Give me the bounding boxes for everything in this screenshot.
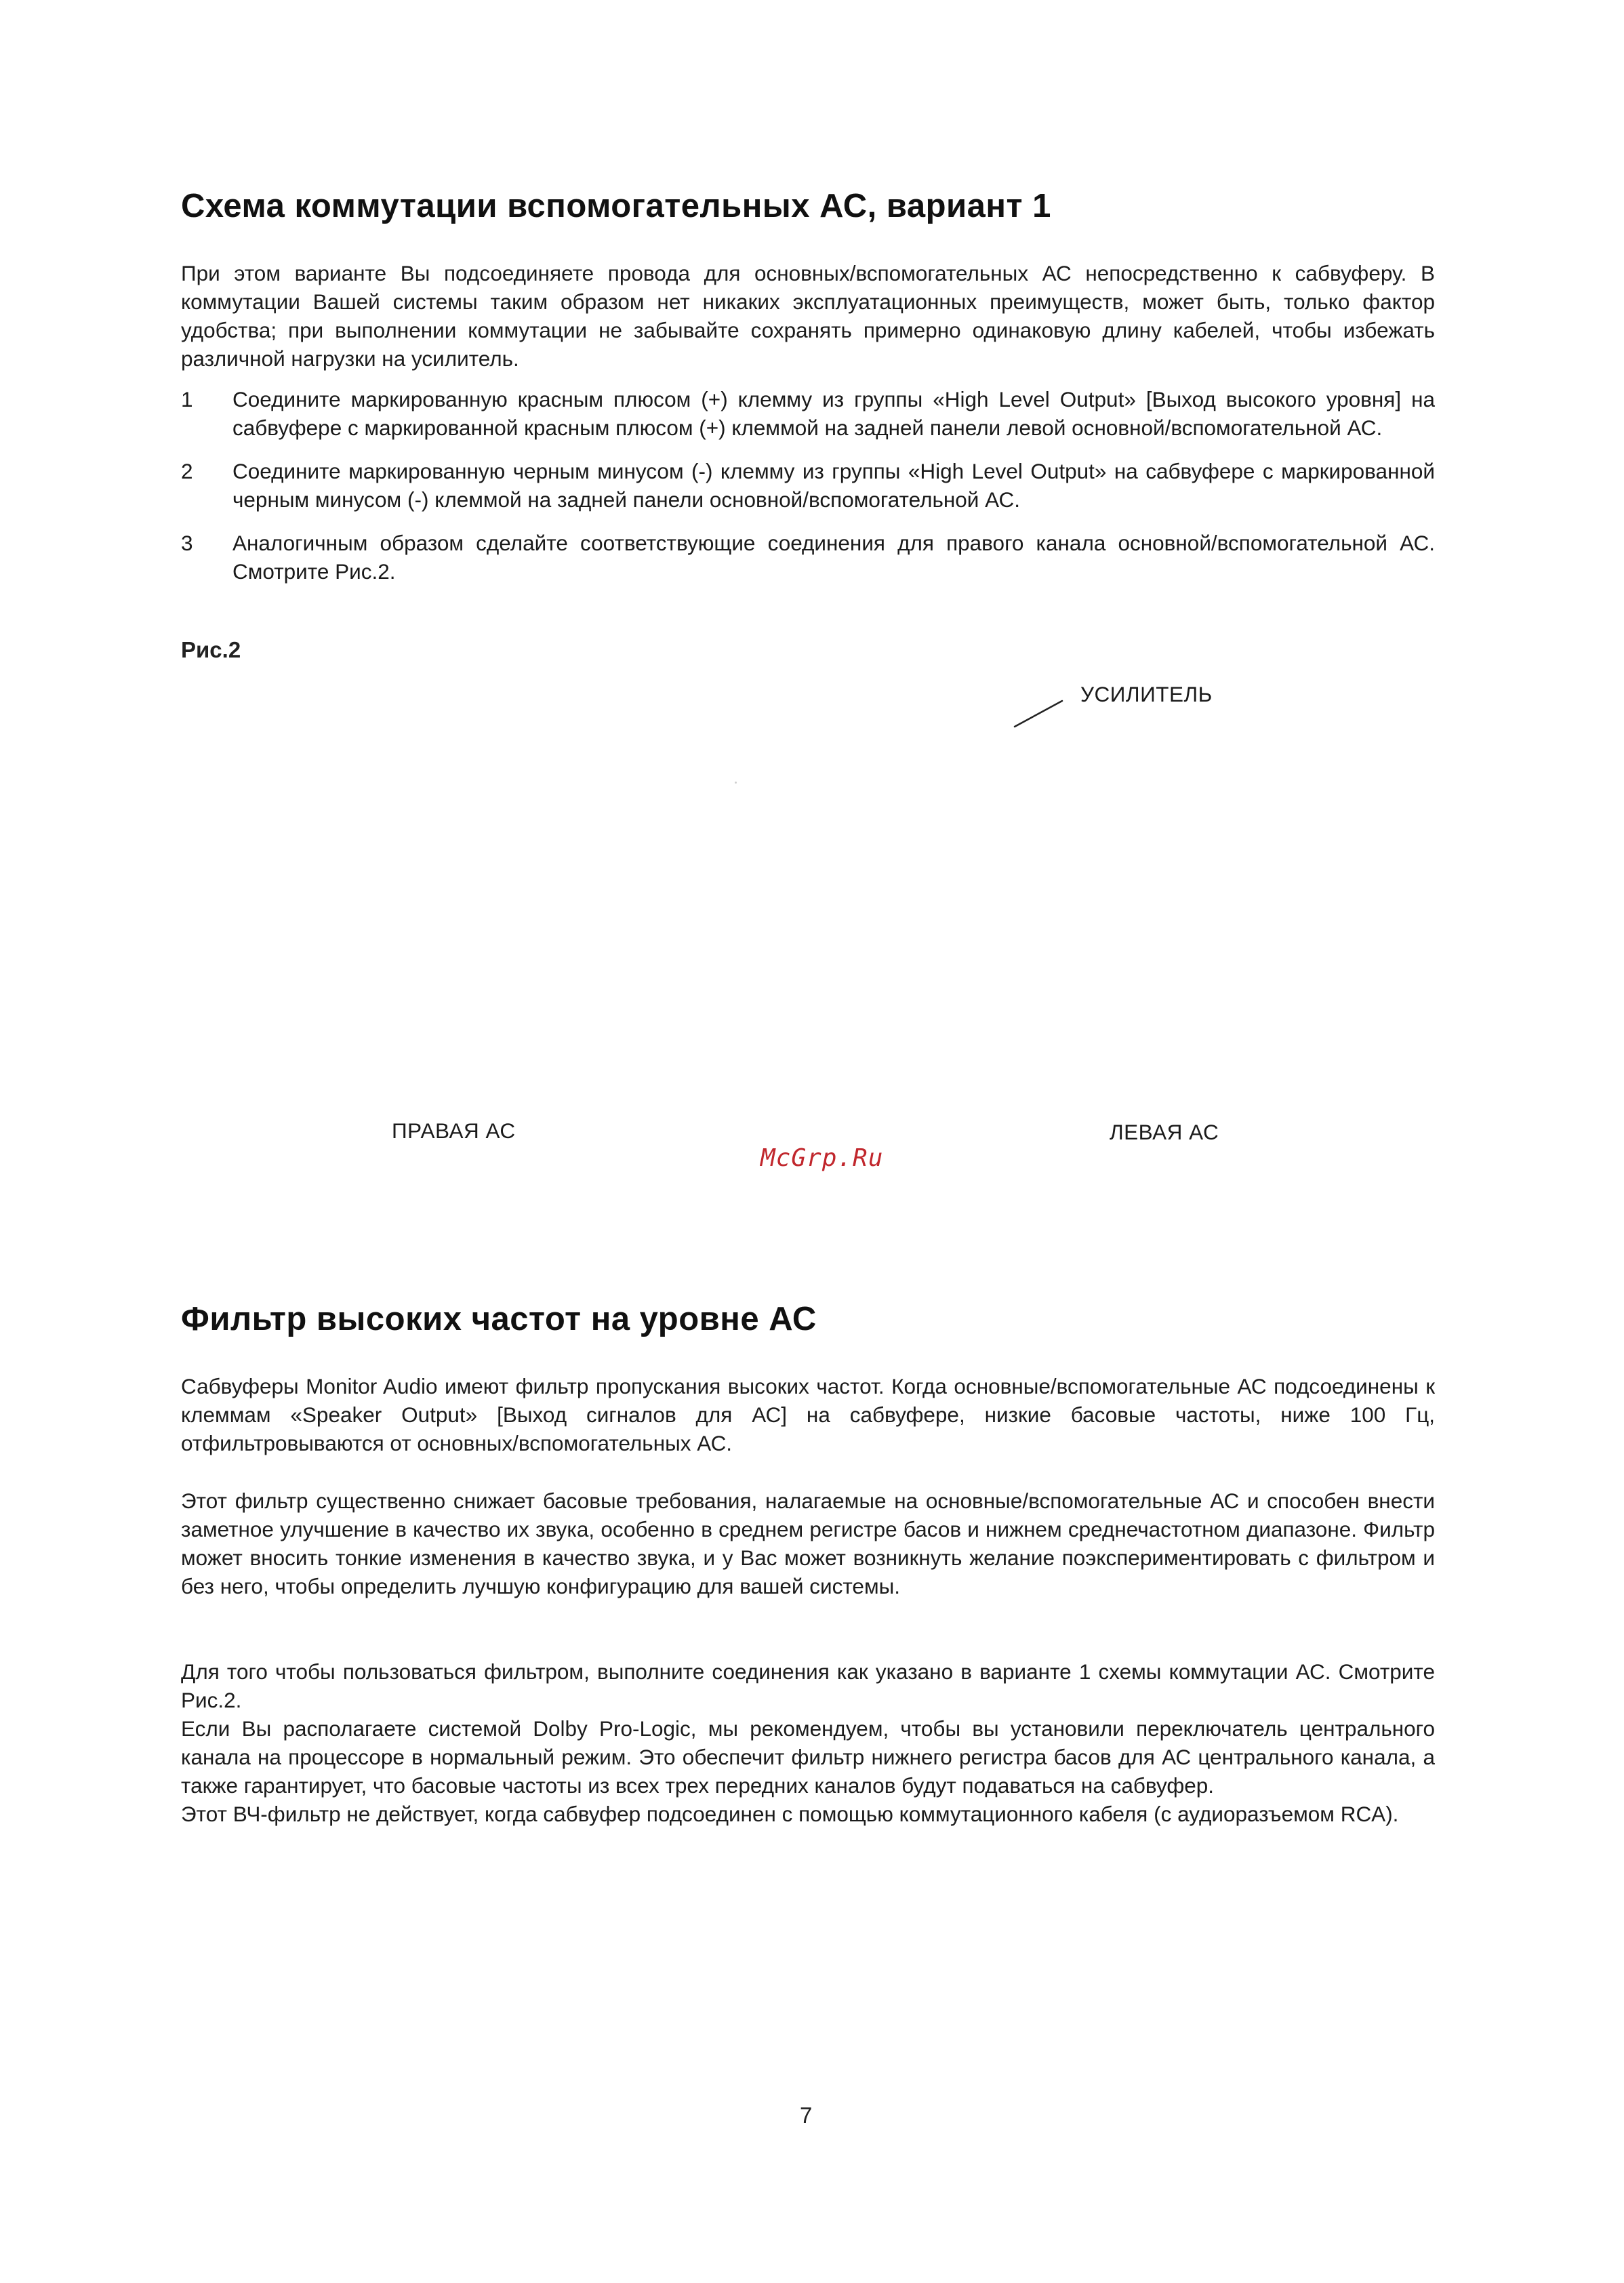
figure-label: Рис.2 bbox=[181, 637, 241, 662]
step-number: 1 bbox=[181, 387, 193, 411]
step-text: Соедините маркированную черным минусом (-) клемму из группы «High Level Output» на сабвуфере с маркированной черным минусом (-) клеммой на задней панели основной/вспомогательной АС. bbox=[232, 459, 1435, 512]
filter-paragraph-3 bbox=[181, 1657, 1435, 1828]
intro-paragraph: При этом варианте Вы подсоединяете провода для основных/вспомогательных АС непосредственно к сабвуферу. В коммутации Вашей системы таким образом нет никаких эксплуатационных преимуществ, может быть, только фактор удобства; при выполнении коммутации не забывайте сохранять примерно одинаковую длину кабелей, чтобы избежать различной нагрузки на усилитель. bbox=[181, 261, 1435, 371]
section-title-wiring-option-1: Схема коммутации вспомогательных АС, вариант 1 bbox=[181, 188, 1051, 224]
list-item bbox=[181, 457, 1435, 514]
step-number: 3 bbox=[181, 531, 193, 555]
scan-speck bbox=[735, 782, 737, 784]
left-speaker-label: ЛЕВАЯ АС bbox=[1110, 1120, 1219, 1144]
amplifier-label: УСИЛИТЕЛЬ bbox=[1080, 682, 1213, 706]
list-item bbox=[181, 529, 1435, 586]
amplifier-pointer-line bbox=[1013, 695, 1068, 729]
filter-line: Этот ВЧ-фильтр не действует, когда сабвуфер подсоединен с помощью коммутационного кабеля (с аудиоразъемом RCA). bbox=[181, 1802, 1399, 1826]
list-item bbox=[181, 385, 1435, 442]
step-text: Соедините маркированную красным плюсом (+) клемму из группы «High Level Output» [Выход высокого уровня] на сабвуфере с маркированной красным плюсом (+) клеммой на задней панели левой основной/вспомогательной АС. bbox=[232, 387, 1435, 440]
filter-paragraph-2: Этот фильтр существенно снижает басовые требования, налагаемые на основные/вспомогательные АС и способен внести заметное улучшение в качество их звука, особенно в среднем регистре басов и нижнем среднечастотном диапазоне. Фильтр может вносить тонкие изменения в качество звука, и у Вас может возникнуть желание поэкспериментировать с фильтром и без него, чтобы определить лучшую конфигурацию для вашей системы. bbox=[181, 1489, 1435, 1598]
filter-line: Если Вы располагаете системой Dolby Pro-Logic, мы рекомендуем, чтобы вы установили переключатель центрального канала на процессоре в нормальный режим. Это обеспечит фильтр нижнего регистра басов для АС центрального канала, а также гарантирует, что басовые частоты из всех трех передних каналов будут подаваться на сабвуфер. bbox=[181, 1716, 1435, 1798]
watermark: McGrp.Ru bbox=[760, 1144, 884, 1172]
step-number: 2 bbox=[181, 459, 193, 483]
wiring-diagram bbox=[181, 671, 1435, 1200]
filter-line: Для того чтобы пользоваться фильтром, выполните соединения как указано в варианте 1 схемы коммутации АС. Смотрите Рис.2. bbox=[181, 1659, 1435, 1712]
right-speaker-label: ПРАВАЯ АС bbox=[392, 1118, 516, 1143]
page-number: 7 bbox=[800, 2103, 813, 2128]
instruction-list bbox=[181, 385, 1435, 601]
step-text: Аналогичным образом сделайте соответствующие соединения для правого канала основной/вспомогательной АС. Смотрите Рис.2. bbox=[232, 531, 1435, 584]
filter-paragraph-1: Сабвуферы Monitor Audio имеют фильтр пропускания высоких частот. Когда основные/вспомогательные АС подсоединены к клеммам «Speaker Output» [Выход сигналов для АС] на сабвуфере, низкие басовые частоты, ниже 100 Гц, отфильтровываются от основных/вспомогательных АС. bbox=[181, 1374, 1435, 1455]
section-title-highpass-filter: Фильтр высоких частот на уровне АС bbox=[181, 1301, 817, 1337]
